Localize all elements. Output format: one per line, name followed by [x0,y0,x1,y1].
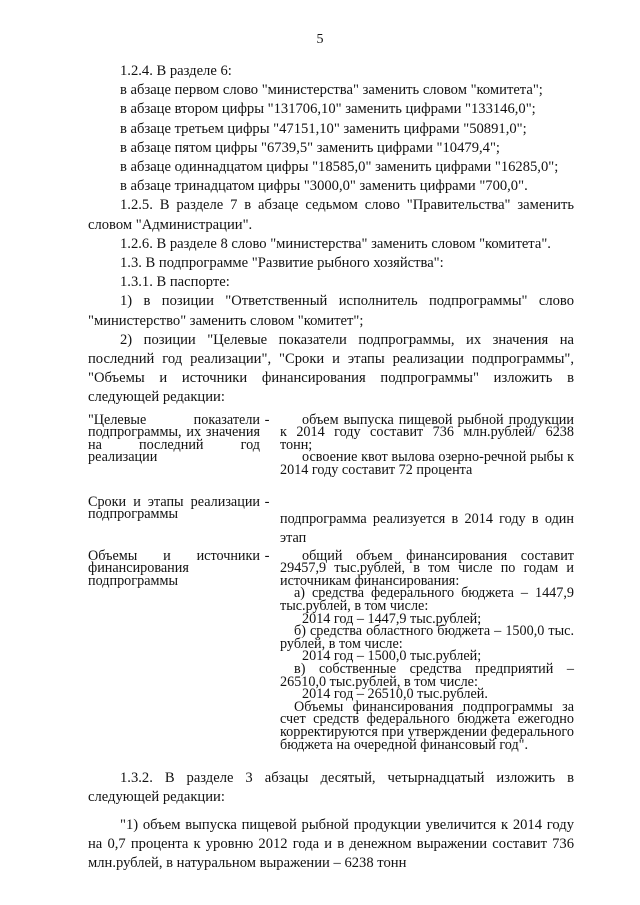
paragraph: 2) позиции "Целевые показатели подпрограммы, их значения на последний год реализации", "Сроки и этапы реализации подпрограммы", "Объемы и источники финансирования подпрограммы" изложить в следующей редакции: [88,331,574,406]
value-line: 2014 год – 1500,0 тыс.рублей; [302,648,482,665]
paragraph: 1) в позиции "Ответственный исполнитель подпрограммы" слово "министерство" заменить словом "комитет"; [88,293,574,329]
section-heading-1-2-5: 1.2.5. В разделе 7 в абзаце седьмом слово "Правительства" заменить словом "Администрации". [88,197,574,233]
table-row [88,547,574,753]
row-value [274,411,574,479]
value-line: б) средства областного бюджета – 1500,0 тыс. рублей, в том числе: [280,623,574,652]
paragraph: в абзаце одиннадцатом цифры "18585,0" заменить цифрами "16285,0"; [120,159,559,176]
value-line: а) средства федерального бюджета – 1447,9 тыс.рублей, в том числе: [280,585,574,615]
value-line: освоение квот вылова озерно-речной рыбы к 2014 году составит 72 процента [280,449,574,479]
page-number: 5 [316,32,324,47]
value-line: в) собственные средства предприятий – 26510,0 тыс.рублей, в том числе: [280,661,574,690]
value-line: Объемы финансирования подпрограммы за счет средств федерального бюджета ежегодно корректируются при утверждении федерального бюджета на очередной финансовый год". [280,698,574,753]
value-line: общий объем финансирования составит 29457,9 тыс.рублей, в том числе по годам и источникам финансирования: [280,547,574,589]
row-label: Объемы и источники финансирования подпрограммы [88,547,260,589]
paragraph: в абзаце втором цифры "131706,10" заменить цифрами "133146,0"; [120,101,536,118]
section-heading-1-3-1: 1.3.1. В паспорте: [120,274,230,291]
paragraph: в абзаце первом слово "министерства" заменить словом "комитета"; [120,82,543,99]
document-body [88,62,574,873]
row-label: Сроки и этапы реализации подпрограммы [88,493,260,523]
section-heading-1-3: 1.3. В подпрограмме "Развитие рыбного хозяйства": [120,255,444,272]
paragraph: в абзаце тринадцатом цифры "3000,0" заменить цифрами "700,0". [120,178,528,195]
passport-table [88,411,574,753]
row-value [274,547,574,753]
section-heading-1-2-4: 1.2.4. В разделе 6: [120,63,232,79]
table-row [88,411,574,496]
value-line: 2014 год – 26510,0 тыс.рублей. [302,686,488,703]
row-dash: - [264,411,270,428]
section-heading-1-2-6: 1.2.6. В разделе 8 слово "министерства" заменить словом "комитета". [120,235,551,252]
row-label: "Целевые показатели подпрограммы, их значения на последний год реализации [88,411,260,466]
paragraph: в абзаце пятом цифры "6739,5" заменить цифрами "10479,4"; [120,139,500,156]
row-dash: - [264,493,270,510]
value-line: подпрограмма реализуется в 2014 году в один этап [280,510,574,546]
after-table [88,769,574,873]
value-line: объем выпуска пищевой рыбной продукции к 2014 году составит 736 млн.рублей/ 6238 тонн; [280,411,574,453]
value-line: 2014 год – 1447,9 тыс.рублей; [302,610,482,627]
paragraph: "1) объем выпуска пищевой рыбной продукции увеличится к 2014 году на 0,7 процента к уровню 2012 года и в денежном выражении составит 736 млн.рублей, в натуральном выражении – 6238 тонн [88,816,574,871]
paragraph: в абзаце третьем цифры "47151,10" заменить цифрами "50891,0"; [120,120,527,137]
row-dash: - [264,547,270,564]
section-heading-1-3-2: 1.3.2. В разделе 3 абзацы десятый, четырнадцатый изложить в следующей редакции: [88,770,574,806]
table-row [88,493,574,550]
